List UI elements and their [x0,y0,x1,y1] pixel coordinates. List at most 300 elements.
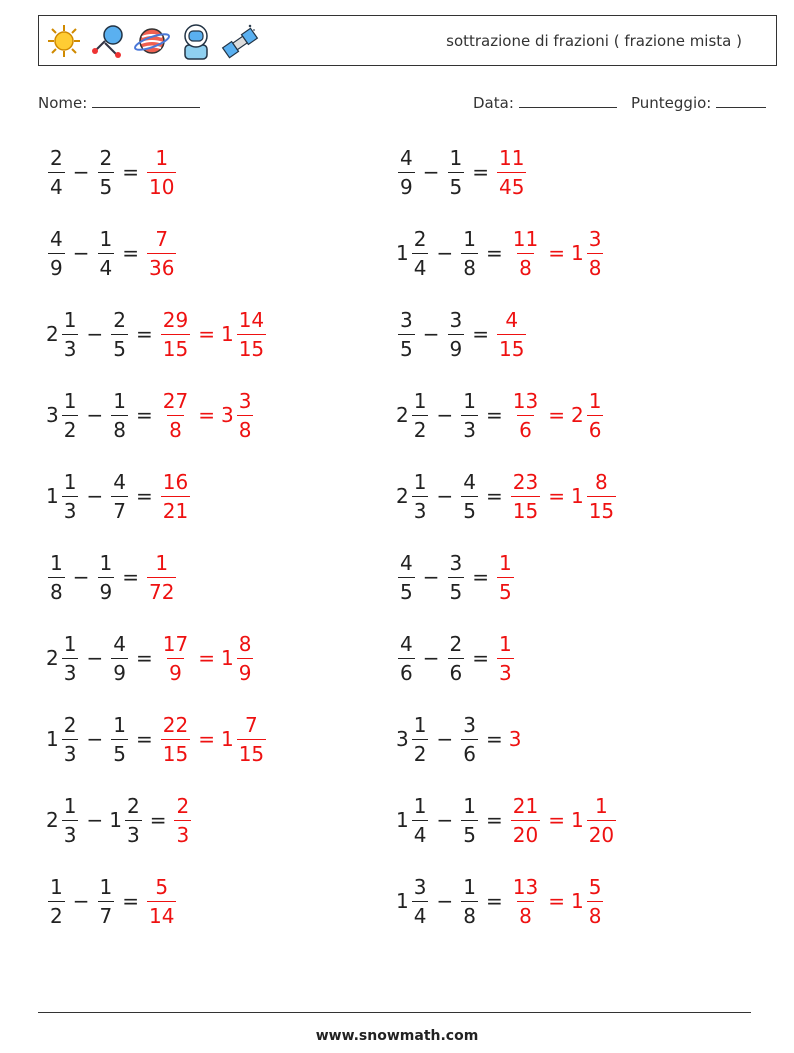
minuend-numerator: 1 [413,712,427,737]
problem-item [396,788,618,852]
answer-fraction [147,875,176,928]
subtrahend-numerator: 1 [449,145,463,170]
answer-numerator: 4 [505,307,519,332]
answer-numerator: 23 [512,469,539,494]
astronaut-icon [177,21,215,61]
problem-item [46,140,178,204]
minuend-denominator: 2 [62,415,79,442]
minus-sign: − [436,808,454,832]
icon-strip [45,21,259,61]
answer-equals-sign: = [198,646,215,670]
answer-denominator: 8 [167,415,184,442]
subtrahend-fraction [98,146,115,199]
answer [159,308,268,361]
minuend-whole: 3 [46,403,59,427]
answer-fraction [147,551,176,604]
answer-numerator: 27 [162,388,189,413]
minuend-fraction [62,470,79,523]
subtrahend-fraction [111,308,128,361]
answer [145,227,178,280]
answer-fraction [161,389,190,442]
subtrahend-denominator: 5 [111,739,128,766]
minus-sign: − [72,889,90,913]
minuend-fraction [412,227,429,280]
minuend-whole: 1 [396,241,409,265]
answer-denominator: 72 [147,577,176,604]
minuend-denominator: 3 [62,496,79,523]
worksheet-header [38,15,777,66]
answer-fraction [161,713,190,766]
subtrahend-denominator: 5 [461,496,478,523]
minus-sign: − [86,484,104,508]
score-label: Punteggio: [631,94,712,112]
problem-item [396,140,528,204]
answer [495,551,516,604]
answer [509,227,606,280]
minuend-numerator: 1 [63,388,77,413]
date-label: Data: [473,94,514,112]
minuend-fraction [62,389,79,442]
minuend-numerator: 1 [50,874,63,899]
minuend-denominator: 8 [48,577,65,604]
minuend-numerator: 2 [413,226,427,251]
answer-equals-sign: = [548,889,565,913]
answer-denominator: 9 [167,658,184,685]
minuend-denominator: 2 [412,415,429,442]
answer-denominator: 8 [517,901,534,928]
minuend-denominator: 2 [48,901,65,928]
subtrahend-denominator: 7 [111,496,128,523]
subtrahend-numerator: 4 [113,469,126,494]
equals-sign: = [472,646,489,670]
problem-item [396,383,605,447]
subtrahend-fraction [448,146,465,199]
subtrahend-fraction [461,470,478,523]
date-blank [519,95,617,108]
minuend-numerator: 2 [50,145,63,170]
minuend-numerator: 1 [63,631,77,656]
minus-sign: − [72,160,90,184]
answer-denominator: 20 [511,820,540,847]
mixed-answer-whole: 1 [570,808,584,832]
answer [145,875,178,928]
minus-sign: − [436,727,454,751]
minus-sign: − [436,484,454,508]
answer-numerator: 22 [162,712,189,737]
subtrahend-numerator: 1 [113,712,126,737]
problem-item [46,545,178,609]
satellite-icon [89,21,127,61]
minuend-numerator: 1 [63,469,77,494]
equals-sign: = [485,484,503,508]
minuend-denominator: 9 [48,253,65,280]
answer [495,632,516,685]
subtrahend-denominator: 8 [111,415,128,442]
minus-sign: − [436,889,454,913]
equals-sign: = [485,727,503,751]
minuend-denominator: 3 [62,658,79,685]
subtrahend-fraction [461,875,478,928]
answer [509,389,606,442]
minuend-fraction [412,875,429,928]
subtrahend-numerator: 3 [449,307,463,332]
minuend-numerator: 4 [400,631,413,656]
subtrahend-fraction [461,794,478,847]
mixed-answer-denominator: 15 [587,496,616,523]
footer-divider [38,1012,751,1013]
score-blank [716,95,766,108]
minuend-fraction [48,146,65,199]
equals-sign: = [135,646,153,670]
minus-sign: − [72,565,90,589]
equals-sign: = [485,808,503,832]
subtrahend-fraction [98,227,115,280]
subtrahend-denominator: 9 [111,658,128,685]
equals-sign: = [122,160,139,184]
mixed-answer-denominator: 8 [587,253,604,280]
minuend-denominator: 5 [398,334,415,361]
answer [145,146,178,199]
minuend-numerator: 4 [50,226,63,251]
answer-numerator: 1 [499,631,512,656]
equals-sign: = [472,322,489,346]
problem-item [396,869,605,933]
subtrahend-fraction [461,389,478,442]
subtrahend-numerator: 1 [463,226,476,251]
answer-denominator: 5 [497,577,514,604]
mixed-answer-fraction [237,389,254,442]
answer-denominator: 15 [511,496,540,523]
subtrahend-denominator: 7 [98,901,115,928]
answer-numerator: 2 [176,793,190,818]
minus-sign: − [86,646,104,670]
answer-denominator: 10 [147,172,176,199]
answer-equals-sign: = [198,403,215,427]
minuend-denominator: 3 [62,820,79,847]
problem-item [396,707,522,771]
answer-fraction [497,632,514,685]
minuend-fraction [48,875,65,928]
subtrahend-numerator: 3 [449,550,463,575]
problem-item [396,626,516,690]
mixed-answer-fraction [587,227,604,280]
equals-sign: = [135,727,153,751]
minuend-fraction [398,146,415,199]
subtrahend-numerator: 1 [463,793,476,818]
subtrahend-denominator: 5 [111,334,128,361]
equals-sign: = [122,241,139,265]
subtrahend-whole: 1 [109,808,122,832]
answer-fraction [497,146,526,199]
subtrahend-numerator: 4 [113,631,126,656]
answer [172,794,193,847]
minuend-numerator: 1 [413,793,427,818]
subtrahend-fraction [448,632,465,685]
subtrahend-denominator: 5 [461,820,478,847]
minuend-fraction [398,551,415,604]
answer-fraction [511,470,540,523]
problem-item [396,545,516,609]
equals-sign: = [135,484,153,508]
name-blank [92,95,200,108]
minuend-numerator: 4 [400,145,413,170]
minus-sign: − [422,160,440,184]
date-field [473,94,617,112]
subtrahend-fraction [111,389,128,442]
subtrahend-numerator: 1 [99,226,113,251]
subtrahend-denominator: 5 [448,172,465,199]
mixed-answer-numerator: 8 [595,469,608,494]
answer [509,727,523,751]
minuend-whole: 2 [46,646,59,670]
minus-sign: − [436,241,454,265]
mixed-answer-denominator: 15 [237,334,266,361]
mixed-answer-numerator: 1 [588,388,602,413]
mixed-answer-numerator: 8 [238,631,252,656]
mixed-answer-fraction [587,794,616,847]
subtrahend-denominator: 5 [448,577,465,604]
answer [159,470,192,523]
subtrahend-numerator: 2 [449,631,463,656]
answer-numerator: 1 [499,550,512,575]
problem-item [396,221,605,285]
mixed-answer-fraction [237,713,266,766]
problem-item [46,869,178,933]
mixed-answer-whole: 1 [220,727,234,751]
answer-denominator: 36 [147,253,176,280]
minuend-whole: 2 [396,484,409,508]
mixed-answer-numerator: 3 [238,388,252,413]
minuend-fraction [48,551,65,604]
mixed-answer-numerator: 1 [595,793,608,818]
name-label: Nome: [38,94,88,112]
minus-sign: − [72,241,90,265]
minuend-whole: 1 [46,484,59,508]
problem-item [46,788,193,852]
minuend-fraction [412,713,429,766]
subtrahend-denominator: 3 [461,415,478,442]
subtrahend-fraction [111,470,128,523]
problem-item [46,221,178,285]
subtrahend-fraction [461,227,478,280]
answer-fraction [161,632,190,685]
equals-sign: = [485,403,503,427]
subtrahend-denominator: 3 [125,820,142,847]
answer-fraction [511,794,540,847]
answer [145,551,178,604]
answer [509,470,618,523]
minuend-denominator: 4 [48,172,65,199]
answer-numerator: 29 [162,307,189,332]
equals-sign: = [485,241,503,265]
answer-equals-sign: = [198,727,215,751]
minuend-whole: 1 [396,889,409,913]
subtrahend-denominator: 9 [448,334,465,361]
subtrahend-fraction [448,551,465,604]
mixed-answer-denominator: 6 [587,415,604,442]
subtrahend-fraction [448,308,465,361]
space-station-icon [221,21,259,61]
minuend-fraction [412,794,429,847]
mixed-answer-fraction [237,308,266,361]
sun-icon [45,21,83,61]
subtrahend-numerator: 4 [463,469,476,494]
answer [159,713,268,766]
answer-numerator: 1 [155,550,169,575]
minuend-whole: 2 [46,322,59,346]
answer [159,632,256,685]
equals-sign: = [135,403,153,427]
minuend-denominator: 6 [398,658,415,685]
minus-sign: − [422,646,440,670]
subtrahend-numerator: 1 [99,874,113,899]
equals-sign: = [472,160,489,184]
mixed-answer-whole: 1 [570,484,584,508]
minuend-fraction [412,470,429,523]
answer [509,794,618,847]
equals-sign: = [485,889,503,913]
subtrahend-fraction [461,713,478,766]
minuend-fraction [412,389,429,442]
answer-denominator: 15 [497,334,526,361]
answer [495,146,528,199]
minuend-whole: 3 [396,727,409,751]
answer-fraction [511,389,540,442]
answer-numerator: 16 [162,469,189,494]
minuend-denominator: 3 [62,739,79,766]
problem-item [396,302,528,366]
subtrahend-fraction [98,875,115,928]
answer-whole: 3 [508,727,522,751]
minus-sign: − [422,565,440,589]
score-field [631,94,766,112]
mixed-answer-fraction [587,875,604,928]
answer-numerator: 13 [512,874,539,899]
subtrahend-denominator: 8 [461,253,478,280]
subtrahend-denominator: 6 [461,739,478,766]
minuend-denominator: 5 [398,577,415,604]
minuend-numerator: 1 [413,388,427,413]
mixed-answer-whole: 1 [220,646,234,670]
minuend-denominator: 4 [412,820,429,847]
answer [159,389,256,442]
problem-item [46,302,268,366]
mixed-answer-whole: 1 [570,241,584,265]
problem-item [46,464,192,528]
subtrahend-numerator: 1 [99,550,113,575]
answer-numerator: 21 [512,793,539,818]
mixed-answer-numerator: 14 [238,307,265,332]
subtrahend-numerator: 2 [99,145,113,170]
minuend-fraction [62,308,79,361]
minus-sign: − [86,322,104,346]
minuend-numerator: 2 [63,712,77,737]
minuend-denominator: 3 [412,496,429,523]
minuend-whole: 2 [396,403,409,427]
name-field [38,94,200,112]
answer-fraction [147,146,176,199]
minuend-denominator: 4 [412,901,429,928]
answer-fraction [147,227,176,280]
answer-equals-sign: = [548,808,565,832]
answer-equals-sign: = [548,241,565,265]
answer [495,308,528,361]
minuend-whole: 2 [46,808,59,832]
mixed-answer-fraction [237,632,254,685]
mixed-answer-fraction [587,389,604,442]
mixed-answer-numerator: 3 [588,226,602,251]
problem-item [396,464,618,528]
minuend-denominator: 2 [412,739,429,766]
mixed-answer-denominator: 8 [237,415,254,442]
subtrahend-numerator: 1 [113,388,126,413]
mixed-answer-denominator: 9 [237,658,254,685]
answer-equals-sign: = [548,403,565,427]
minus-sign: − [422,322,440,346]
answer-denominator: 45 [497,172,526,199]
subtrahend-denominator: 5 [98,172,115,199]
problem-item [46,626,255,690]
mixed-answer-denominator: 15 [237,739,266,766]
minuend-fraction [398,632,415,685]
equals-sign: = [149,808,167,832]
minuend-numerator: 1 [63,793,77,818]
answer [509,875,606,928]
answer-equals-sign: = [548,484,565,508]
worksheet-title: sottrazione di frazioni ( frazione mista ) [446,32,742,50]
answer-denominator: 15 [161,739,190,766]
subtrahend-numerator: 2 [113,307,126,332]
answer-numerator: 17 [162,631,189,656]
answer-fraction [497,308,526,361]
answer-denominator: 3 [174,820,191,847]
subtrahend-fraction [111,713,128,766]
minus-sign: − [436,403,454,427]
answer-numerator: 1 [155,145,169,170]
footer-url: www.snowmath.com [315,1028,479,1044]
minus-sign: − [86,808,104,832]
mixed-answer-fraction [587,470,616,523]
minuend-fraction [62,632,79,685]
answer-equals-sign: = [198,322,215,346]
minus-sign: − [86,403,104,427]
answer-numerator: 11 [512,226,539,251]
answer-numerator: 5 [155,874,169,899]
mixed-answer-whole: 1 [570,889,584,913]
answer-denominator: 14 [147,901,176,928]
answer-fraction [511,227,540,280]
subtrahend-denominator: 8 [461,901,478,928]
minuend-fraction [48,227,65,280]
problem-item [46,383,255,447]
minuend-numerator: 1 [413,469,427,494]
planet-icon [133,21,171,61]
minuend-numerator: 3 [400,307,413,332]
mixed-answer-denominator: 20 [587,820,616,847]
answer-denominator: 21 [161,496,190,523]
answer-denominator: 15 [161,334,190,361]
answer-denominator: 3 [497,658,514,685]
problem-item [46,707,268,771]
answer-fraction [161,308,190,361]
equals-sign: = [122,889,139,913]
equals-sign: = [472,565,489,589]
minuend-fraction [62,713,79,766]
mixed-answer-whole: 2 [570,403,584,427]
minuend-denominator: 4 [412,253,429,280]
subtrahend-denominator: 9 [98,577,115,604]
mixed-answer-numerator: 5 [588,874,602,899]
